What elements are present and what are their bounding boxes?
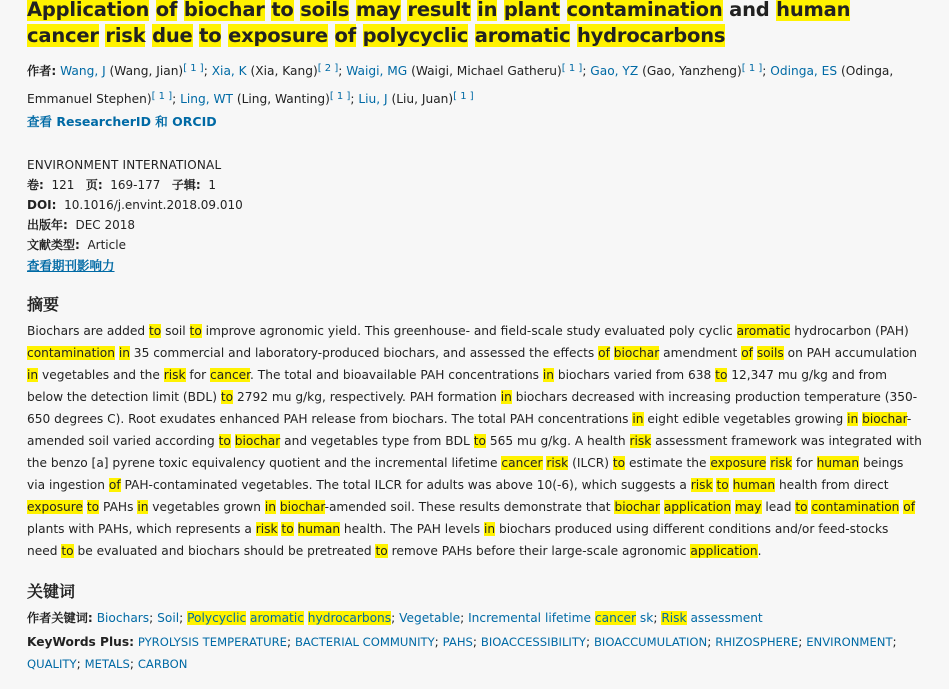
author-fullname: (Gao, Yanzheng): [642, 64, 742, 78]
authors-block: [27, 56, 922, 112]
title-text: [149, 0, 156, 21]
abstract-highlight: in: [27, 368, 39, 382]
title-highlight: soils: [300, 0, 350, 21]
title-highlight: plant: [503, 0, 560, 21]
subissue-value: 1: [208, 178, 216, 192]
abstract-text: soil: [161, 324, 190, 338]
keyword-text: Soil: [157, 611, 180, 625]
keyword-plus-link[interactable]: QUALITY: [27, 657, 77, 671]
abstract-highlight: in: [483, 522, 496, 536]
title-highlight: hydrocarbons: [576, 24, 726, 47]
keyword-plus-link[interactable]: CARBON: [137, 657, 188, 671]
title-highlight: to: [271, 0, 294, 21]
title-highlight: result: [407, 0, 471, 21]
keyword-highlight: Risk: [661, 611, 687, 625]
abstract-text: lead: [761, 500, 796, 514]
abstract-text: assessment framework was integrated with the benzo [a] pyrene toxic equivalency quotient and the incremental lifetime: [27, 434, 922, 470]
abstract-highlight: of: [108, 478, 121, 492]
abstract-highlight: to: [281, 522, 294, 536]
abstract-text: [27, 320, 922, 562]
author-fullname: (Waigi, Michael Gatheru): [411, 64, 562, 78]
abstract-text: 35 commercial and laboratory-produced biochars, and assessed the effects: [129, 346, 599, 360]
keyword-plus-link[interactable]: RHIZOSPHERE: [715, 635, 799, 649]
abstract-text: [729, 478, 733, 492]
keyword-plus-link[interactable]: BACTERIAL COMMUNITY: [294, 635, 435, 649]
authors-list: Wang, J (Wang, Jian)[ 1 ]; Xia, K (Xia, Kang)[ 2 ]; Waigi, MG (Waigi, Michael Gatheru)[ 1 ]; Gao, YZ (Gao, Yanzheng)[ 1 ]; Odinga, ES (Odinga, Emmanuel Stephen)[ 1 ]; Ling, WT (Ling, Wanting)[ 1 ]; Liu, J (Liu, Juan)[ 1 ]: [27, 63, 894, 106]
title-highlight: of: [334, 24, 357, 47]
title-text: [570, 24, 577, 47]
keyword-plus-link[interactable]: PYROLYSIS TEMPERATURE: [137, 635, 287, 649]
abstract-text: plants with PAHs, which represents a: [27, 522, 256, 536]
keyword-plus-link[interactable]: METALS: [84, 657, 130, 671]
author-affiliation-ref[interactable]: [ 1 ]: [183, 63, 204, 74]
doi-value: 10.1016/j.envint.2018.09.010: [64, 198, 243, 212]
volume-pages-row: [27, 175, 922, 195]
author-keyword-link[interactable]: [187, 611, 391, 625]
abstract-highlight: biochar: [234, 434, 281, 448]
abstract-highlight: application: [663, 500, 732, 514]
abstract-highlight: in: [264, 500, 276, 514]
journal-name: ENVIRONMENT INTERNATIONAL: [27, 158, 222, 172]
abstract-highlight: to: [473, 434, 486, 448]
abstract-text: for: [792, 456, 817, 470]
abstract-heading: 摘要: [27, 295, 60, 314]
title-highlight: biochar: [183, 0, 265, 21]
author-keywords-label: 作者关键词:: [27, 611, 93, 625]
doctype-label: 文献类型:: [27, 238, 80, 252]
author-link[interactable]: Ling, WT: [180, 92, 233, 106]
author-keywords-list: Biochars; Soil; Polycyclic aromatic hydrocarbons; Vegetable; Incremental lifetime cancer sk; Risk assessment: [96, 611, 763, 625]
author-keyword-link[interactable]: [661, 611, 762, 625]
title-highlight: contamination: [566, 0, 723, 21]
abstract-highlight: of: [598, 346, 610, 360]
abstract-text: be evaluated and biochars should be pretreated: [73, 544, 376, 558]
doctype-row: [27, 235, 922, 255]
abstract-text: for: [185, 368, 211, 382]
abstract-text: biochars produced using different conditions and/or feed-stocks need: [27, 522, 889, 558]
article-title: [27, 0, 922, 49]
author-affiliation-ref[interactable]: [ 1 ]: [561, 63, 583, 74]
abstract-highlight: to: [220, 390, 234, 404]
abstract-text: vegetables grown: [148, 500, 265, 514]
abstract-highlight: contamination: [811, 500, 900, 514]
abstract-text: 2792 mu g/kg, respectively. PAH formation: [233, 390, 501, 404]
abstract-highlight: contamination: [27, 346, 115, 360]
title-text: [349, 0, 356, 21]
title-highlight: to: [199, 24, 222, 47]
abstract-highlight: risk: [255, 522, 278, 536]
doctype-value: Article: [87, 238, 126, 252]
author-affiliation-ref[interactable]: [ 1 ]: [329, 91, 351, 102]
abstract-text: eight edible vegetables growing: [643, 412, 848, 426]
title-text: [468, 24, 475, 47]
author-affiliation-ref[interactable]: [ 1 ]: [453, 91, 474, 102]
abstract-highlight: cancer: [210, 368, 251, 382]
abstract-highlight: risk: [690, 478, 713, 492]
author-affiliation-ref[interactable]: [ 2 ]: [317, 63, 339, 74]
abstract-highlight: biochar: [614, 500, 660, 514]
abstract-highlight: in: [118, 346, 130, 360]
abstract-highlight: risk: [163, 368, 186, 382]
keyword-highlight: Polycyclic: [187, 611, 247, 625]
author-keyword-link[interactable]: [97, 611, 149, 625]
author-keyword-link[interactable]: [157, 611, 179, 625]
abstract-text: on PAH accumulation: [783, 346, 918, 360]
keyword-text: assessment: [686, 611, 763, 625]
abstract-highlight: to: [61, 544, 74, 558]
authors-label: 作者:: [27, 64, 57, 78]
title-highlight: risk: [105, 24, 146, 47]
pubyear-row: [27, 215, 922, 235]
abstract-highlight: may: [734, 500, 762, 514]
author-keyword-link[interactable]: [399, 611, 460, 625]
keyword-plus-link[interactable]: ENVIRONMENT: [806, 635, 893, 649]
pubyear-value: DEC 2018: [75, 218, 136, 232]
doi-label: DOI:: [27, 198, 57, 212]
keyword-highlight: hydrocarbons: [307, 611, 392, 625]
author-link[interactable]: Xia, K: [211, 64, 247, 78]
title-text: [328, 24, 335, 47]
abstract-text: biochars varied from 638: [554, 368, 716, 382]
author-fullname: (Ling, Wanting): [236, 92, 330, 106]
title-highlight: polycyclic: [362, 24, 469, 47]
abstract-text: and vegetables type from BDL: [280, 434, 474, 448]
abstract-text: vegetables and the: [38, 368, 164, 382]
keyword-text: sk: [636, 611, 654, 625]
abstract-text: PAHs: [99, 500, 138, 514]
author-fullname: (Wang, Jian): [109, 64, 184, 78]
source-block: [27, 155, 922, 276]
abstract-text: 565 mu g/kg. A health: [485, 434, 630, 448]
abstract-highlight: exposure: [710, 456, 767, 470]
abstract-highlight: to: [86, 500, 100, 514]
keyword-plus-link[interactable]: BIOACCUMULATION: [593, 635, 708, 649]
abstract-highlight: exposure: [27, 500, 84, 514]
abstract-highlight: human: [816, 456, 860, 470]
author-link[interactable]: Odinga, ES: [770, 64, 838, 78]
author-link[interactable]: Liu, J: [358, 92, 388, 106]
abstract-highlight: to: [715, 368, 728, 382]
abstract-highlight: to: [218, 434, 231, 448]
abstract-text: health. The PAH levels: [340, 522, 484, 536]
title-text: and: [722, 0, 777, 21]
title-text: [177, 0, 184, 21]
keyword-text: Incremental lifetime: [468, 611, 595, 625]
subissue-label: 子辑:: [171, 178, 201, 192]
keyword-highlight: cancer: [594, 611, 637, 625]
abstract-highlight: in: [542, 368, 555, 382]
journal-impact-link[interactable]: 查看期刊影响力: [27, 258, 115, 273]
title-highlight: in: [477, 0, 498, 21]
doi-row: [27, 195, 922, 215]
abstract-text: .: [757, 544, 762, 558]
author-keywords-row: [27, 607, 922, 629]
abstract-highlight: risk: [546, 456, 569, 470]
abstract-highlight: in: [137, 500, 149, 514]
pubyear-label: 出版年:: [27, 218, 68, 232]
title-highlight: due: [152, 24, 193, 47]
author-fullname: (Xia, Kang): [250, 64, 318, 78]
title-highlight: aromatic: [474, 24, 571, 47]
abstract-text: (ILCR): [568, 456, 613, 470]
title-text: [497, 0, 504, 21]
abstract-highlight: biochar: [862, 412, 907, 426]
pages-label: 页:: [85, 178, 103, 192]
abstract-highlight: soils: [756, 346, 784, 360]
abstract-text: remove PAHs before their large-scale agronomic: [387, 544, 691, 558]
keywords-heading: 关键词: [27, 582, 76, 601]
abstract-text: 12,347 mu g/kg and from below the detection limit (BDL): [27, 368, 887, 404]
keywords-plus-label: KeyWords Plus:: [27, 635, 134, 649]
abstract-highlight: biochar: [279, 500, 325, 514]
author-fullname: (Odinga, Emmanuel Stephen): [27, 64, 894, 106]
abstract-text: biochars decreased with increasing production temperature (350-650 degrees C). Root exudates enhanced PAH release from biochars. The total PAH concentrations: [27, 390, 918, 426]
title-text: [560, 0, 567, 21]
abstract-text: beings via ingestion: [27, 456, 904, 492]
abstract-highlight: in: [847, 412, 859, 426]
abstract-highlight: human: [297, 522, 341, 536]
author-affiliation-ref[interactable]: [ 1 ]: [741, 63, 763, 74]
abstract-highlight: aromatic: [736, 324, 791, 338]
abstract-text: -amended soil. These results demonstrate that: [324, 500, 615, 514]
author-keyword-link[interactable]: [468, 611, 653, 625]
abstract-highlight: in: [632, 412, 644, 426]
researcherid-orcid-link[interactable]: 查看 ResearcherID 和 ORCID: [27, 114, 217, 129]
keyword-plus-link[interactable]: BIOACCESSIBILITY: [480, 635, 586, 649]
title-highlight: human: [776, 0, 851, 21]
abstract-text: -amended soil varied according: [27, 412, 912, 448]
title-text: [356, 24, 363, 47]
title-highlight: of: [155, 0, 178, 21]
abstract-text: amendment: [659, 346, 742, 360]
abstract-text: estimate the: [625, 456, 711, 470]
keyword-text: Biochars: [96, 611, 150, 625]
abstract-text: Biochars are added: [27, 324, 149, 338]
keyword-text: Vegetable: [399, 611, 461, 625]
title-highlight: Application: [27, 0, 150, 21]
abstract-highlight: risk: [770, 456, 793, 470]
abstract-text: improve agronomic yield. This greenhouse- and field-scale study evaluated poly cyclic: [201, 324, 737, 338]
abstract-highlight: in: [500, 390, 512, 404]
pages-value: 169-177: [110, 178, 161, 192]
abstract-highlight: risk: [629, 434, 652, 448]
abstract-highlight: to: [612, 456, 626, 470]
abstract-text: hydrocarbon (PAH): [790, 324, 909, 338]
title-highlight: exposure: [228, 24, 328, 47]
abstract-highlight: biochar: [613, 346, 660, 360]
title-highlight: cancer: [27, 24, 99, 47]
abstract-text: . The total and bioavailable PAH concentrations: [250, 368, 543, 382]
abstract-text: [294, 522, 298, 536]
author-link[interactable]: Waigi, MG: [346, 64, 408, 78]
abstract-highlight: of: [903, 500, 916, 514]
abstract-highlight: application: [690, 544, 758, 558]
author-fullname: (Liu, Juan): [391, 92, 454, 106]
abstract-text: health from direct: [775, 478, 889, 492]
abstract-highlight: to: [189, 324, 202, 338]
abstract-highlight: cancer: [501, 456, 543, 470]
author-link[interactable]: Wang, J: [60, 64, 106, 78]
abstract-text: PAH-contaminated vegetables. The total ILCR for adults was above 10(-6), which suggests a: [120, 478, 691, 492]
keyword-highlight: aromatic: [250, 611, 304, 625]
keywords-plus-list: PYROLYSIS TEMPERATURE; BACTERIAL COMMUNITY; PAHS; BIOACCESSIBILITY; BIOACCUMULATION; RHIZOSPHERE; ENVIRONMENT; QUALITY; METALS; CARBON: [27, 635, 897, 671]
keyword-plus-link[interactable]: PAHS: [442, 635, 473, 649]
abstract-highlight: of: [741, 346, 753, 360]
abstract-highlight: human: [732, 478, 776, 492]
abstract-highlight: to: [795, 500, 808, 514]
abstract-highlight: to: [375, 544, 388, 558]
keywords-plus-row: [27, 631, 922, 675]
abstract-highlight: to: [716, 478, 729, 492]
title-highlight: may: [355, 0, 401, 21]
author-link[interactable]: Gao, YZ: [590, 64, 639, 78]
volume-label: 卷:: [27, 178, 44, 192]
volume-value: 121: [51, 178, 75, 192]
author-affiliation-ref[interactable]: [ 1 ]: [151, 91, 173, 102]
abstract-highlight: to: [148, 324, 162, 338]
